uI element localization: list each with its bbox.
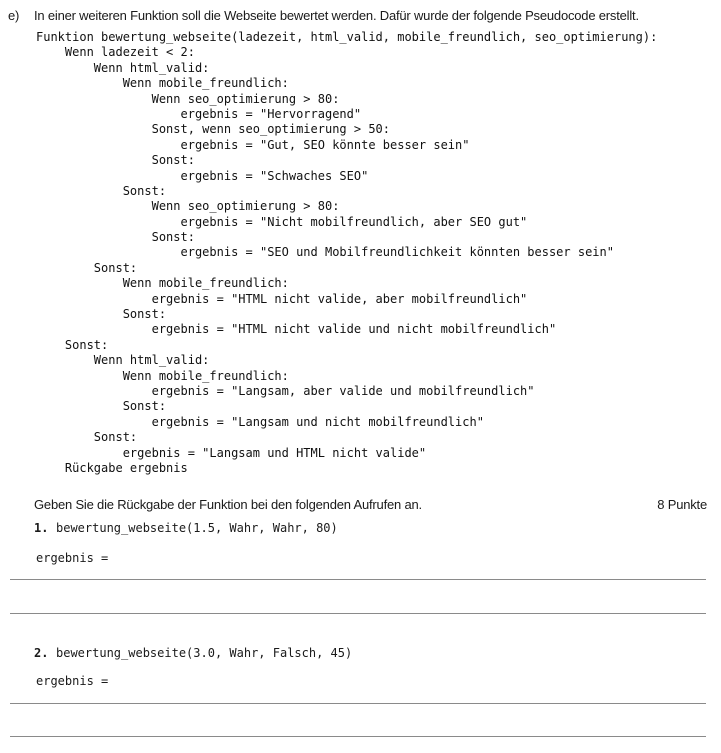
question-text: Geben Sie die Rückgabe der Funktion bei den folgenden Aufrufen an. bbox=[34, 497, 422, 512]
code-line: ergebnis = "Langsam, aber valide und mobilfreundlich" bbox=[36, 383, 535, 398]
task-label: e) bbox=[8, 8, 20, 23]
code-line: Sonst: bbox=[36, 183, 167, 198]
code-line: ergebnis = "Nicht mobilfreundlich, aber SEO gut" bbox=[36, 214, 528, 229]
points-label: 8 Punkte bbox=[657, 497, 707, 512]
task-intro: In einer weiteren Funktion soll die Webseite bewertet werden. Dafür wurde der folgende Pseudocode erstellt. bbox=[34, 8, 639, 23]
answer-label: ergebnis = bbox=[36, 551, 109, 565]
code-line: ergebnis = "Schwaches SEO" bbox=[36, 168, 369, 183]
code-line: Sonst: bbox=[36, 399, 167, 414]
code-line: Wenn mobile_freundlich: bbox=[36, 76, 289, 91]
code-line: Rückgabe ergebnis bbox=[36, 460, 188, 475]
task-header bbox=[8, 8, 639, 23]
code-line: Wenn seo_optimierung > 80: bbox=[36, 199, 340, 214]
answer-line[interactable] bbox=[10, 736, 706, 737]
call-2 bbox=[34, 646, 352, 660]
code-line: Sonst: bbox=[36, 260, 138, 275]
code-line: Sonst: bbox=[36, 430, 138, 445]
code-line: Sonst: bbox=[36, 153, 195, 168]
code-line: Wenn mobile_freundlich: bbox=[36, 276, 289, 291]
answer-line[interactable] bbox=[10, 613, 706, 614]
code-line: ergebnis = "Langsam und nicht mobilfreundlich" bbox=[36, 414, 484, 429]
answer-line[interactable] bbox=[10, 579, 706, 580]
call-number: 2. bbox=[34, 646, 49, 660]
call-number: 1. bbox=[34, 521, 49, 535]
code-line: Sonst, wenn seo_optimierung > 50: bbox=[36, 122, 391, 137]
code-line: Funktion bewertung_webseite(ladezeit, html_valid, mobile_freundlich, seo_optimierung): bbox=[36, 30, 658, 44]
answer-label: ergebnis = bbox=[36, 674, 109, 688]
code-line: ergebnis = "HTML nicht valide und nicht mobilfreundlich" bbox=[36, 322, 557, 337]
code-line: Wenn seo_optimierung > 80: bbox=[36, 91, 340, 106]
code-line: ergebnis = "Hervorragend" bbox=[36, 106, 362, 121]
code-line: ergebnis = "HTML nicht valide, aber mobilfreundlich" bbox=[36, 291, 528, 306]
code-line: Wenn html_valid: bbox=[36, 60, 210, 75]
call-1 bbox=[34, 521, 338, 535]
code-line: ergebnis = "SEO und Mobilfreundlichkeit könnten besser sein" bbox=[36, 245, 614, 260]
call-expression: bewertung_webseite(1.5, Wahr, Wahr, 80) bbox=[56, 521, 338, 535]
code-line: Wenn html_valid: bbox=[36, 353, 210, 368]
answer-line[interactable] bbox=[10, 703, 706, 704]
code-line: Sonst: bbox=[36, 337, 109, 352]
pseudocode-block bbox=[36, 30, 657, 476]
code-line: Sonst: bbox=[36, 307, 167, 322]
code-line: Wenn mobile_freundlich: bbox=[36, 368, 289, 383]
code-line: Sonst: bbox=[36, 230, 195, 245]
code-line: Wenn ladezeit < 2: bbox=[36, 45, 195, 60]
code-line: ergebnis = "Langsam und HTML nicht valide" bbox=[36, 445, 427, 460]
call-expression: bewertung_webseite(3.0, Wahr, Falsch, 45) bbox=[56, 646, 353, 660]
code-line: ergebnis = "Gut, SEO könnte besser sein" bbox=[36, 137, 470, 152]
